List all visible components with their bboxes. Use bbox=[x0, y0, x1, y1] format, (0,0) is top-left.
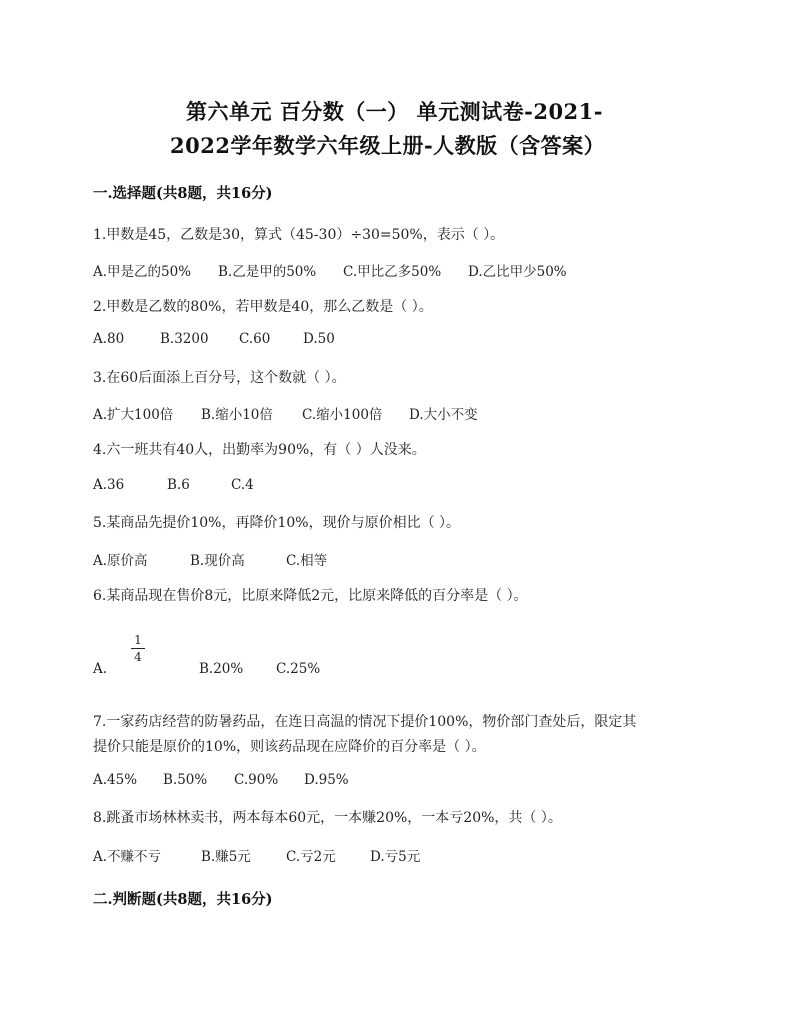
question-5-option-b: B.现价高 bbox=[190, 553, 245, 569]
question-7-option-b: B.50% bbox=[163, 772, 208, 788]
question-8-option-a: A.不赚不亏 bbox=[93, 849, 162, 865]
question-2-option-d: D.50 bbox=[303, 331, 335, 347]
question-1-option-c: C.甲比乙多50% bbox=[343, 264, 442, 280]
question-5-option-c: C.相等 bbox=[286, 553, 328, 569]
question-2-option-a: A.80 bbox=[93, 331, 125, 347]
question-5-option-a: A.原价高 bbox=[93, 553, 148, 569]
question-7-option-a: A.45% bbox=[93, 772, 138, 788]
question-1-option-b: B.乙是甲的50% bbox=[218, 264, 317, 280]
page-title-line-1: 第六单元 百分数（一） 单元测试卷-2021- bbox=[186, 99, 603, 124]
question-3-option-c: C.缩小100倍 bbox=[302, 407, 383, 423]
question-4: 4.六一班共有40人，出勤率为90%，有（ ）人没来。 bbox=[93, 442, 426, 458]
question-2: 2.甲数是乙数的80%，若甲数是40，那么乙数是（ ）。 bbox=[93, 299, 433, 315]
fraction-denominator: 4 bbox=[134, 650, 142, 664]
question-3-option-d: D.大小不变 bbox=[409, 407, 478, 423]
question-4-option-c: C.4 bbox=[231, 477, 254, 493]
question-3-option-b: B.缩小10倍 bbox=[201, 407, 273, 423]
question-3: 3.在60后面添上百分号，这个数就（ ）。 bbox=[93, 370, 346, 386]
question-6-option-a: A. bbox=[93, 661, 108, 677]
question-8-option-b: B.赚5元 bbox=[201, 849, 251, 865]
question-1-option-d: D.乙比甲少50% bbox=[468, 264, 567, 280]
question-2-option-c: C.60 bbox=[239, 331, 271, 347]
question-7-line-2: 提价只能是原价的10%，则该药品现在应降价的百分率是（ ）。 bbox=[93, 739, 486, 755]
question-6-option-c: C.25% bbox=[276, 661, 321, 677]
question-3-option-a: A.扩大100倍 bbox=[93, 407, 174, 423]
fraction-bar bbox=[131, 648, 145, 649]
fraction-one-quarter bbox=[131, 633, 145, 664]
question-1: 1.甲数是45，乙数是30，算式（45-30）÷30=50%，表示（ ）。 bbox=[93, 227, 505, 243]
question-7-option-d: D.95% bbox=[304, 772, 349, 788]
section-title-judgement: 二.判断题(共8题，共16分) bbox=[93, 891, 273, 908]
question-4-option-a: A.36 bbox=[93, 477, 125, 493]
question-8: 8.跳蚤市场林林卖书，两本每本60元，一本赚20%，一本亏20%，共（ ）。 bbox=[93, 810, 562, 826]
section-title-choice: 一.选择题(共8题，共16分) bbox=[93, 185, 273, 202]
question-6-option-b: B.20% bbox=[199, 661, 244, 677]
question-7-line-1: 7.一家药店经营的防暑药品，在连日高温的情况下提价100%，物价部门查处后，限定其 bbox=[93, 714, 637, 730]
question-8-option-c: C.亏2元 bbox=[286, 849, 336, 865]
question-4-option-b: B.6 bbox=[167, 477, 190, 493]
question-1-option-a: A.甲是乙的50% bbox=[93, 264, 192, 280]
question-2-option-b: B.3200 bbox=[160, 331, 209, 347]
question-7-option-c: C.90% bbox=[234, 772, 279, 788]
fraction-numerator: 1 bbox=[134, 633, 142, 647]
question-8-option-d: D.亏5元 bbox=[370, 849, 421, 865]
question-6: 6.某商品现在售价8元，比原来降低2元，比原来降低的百分率是（ ）。 bbox=[93, 588, 528, 604]
page-title-line-2: 2022学年数学六年级上册-人教版（含答案） bbox=[170, 133, 606, 158]
question-5: 5.某商品先提价10%，再降价10%，现价与原价相比（ ）。 bbox=[93, 515, 461, 531]
